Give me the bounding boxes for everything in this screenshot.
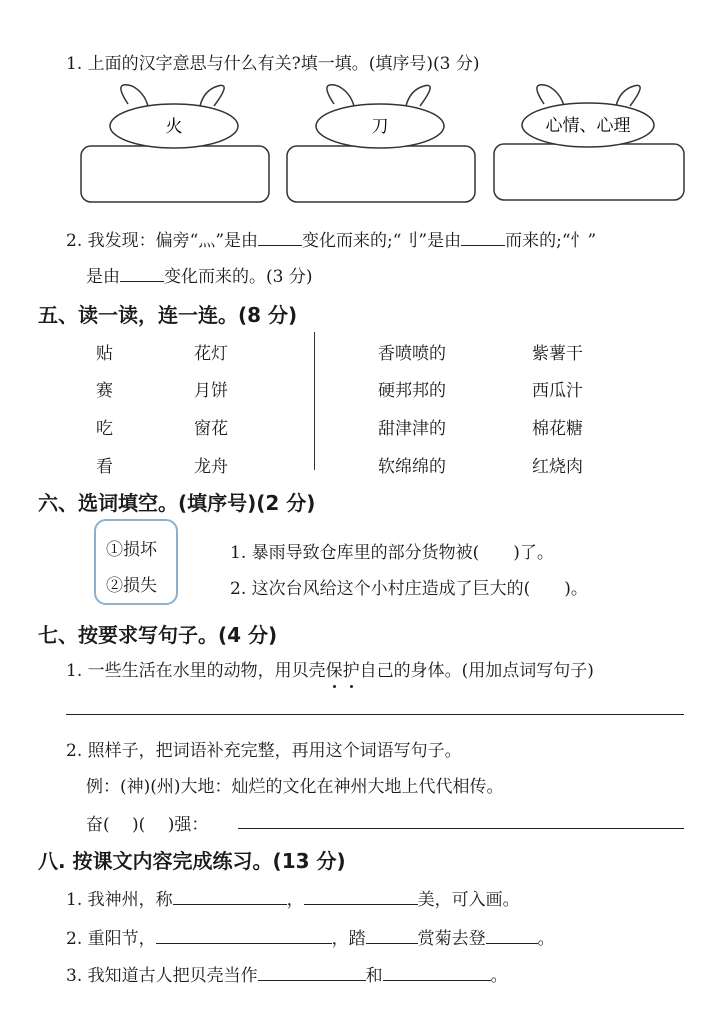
answer-line-7-2[interactable] xyxy=(238,828,684,829)
adj-4: 软绵绵的 xyxy=(378,457,446,477)
bunny-label-1: 火 xyxy=(165,117,183,137)
answer-blank[interactable] xyxy=(258,227,302,246)
question-6-2: 2. 这次台风给这个小村庄造成了巨大的( )。 xyxy=(230,579,588,599)
answer-blank[interactable] xyxy=(258,962,366,981)
bunny-label-3: 心情、心理 xyxy=(545,116,631,136)
food-3: 棉花糖 xyxy=(532,419,583,439)
verb-4: 看 xyxy=(96,457,113,477)
adj-1: 香喷喷的 xyxy=(378,344,446,364)
question-8-3: 3. 我知道古人把贝壳当作 和 。 xyxy=(66,961,508,986)
section-7-title: 七、按要求写句子。(4 分) xyxy=(38,623,278,647)
food-2: 西瓜汁 xyxy=(532,381,583,401)
question-7-1: 1. 一些生活在水里的动物，用贝壳保护自己的身体。(用加点词写句子) xyxy=(66,656,594,681)
answer-blank[interactable] xyxy=(173,886,287,905)
answer-line-7-1[interactable] xyxy=(66,714,684,715)
verb-2: 赛 xyxy=(96,381,113,401)
answer-blank[interactable] xyxy=(383,962,491,981)
answer-blank[interactable] xyxy=(486,925,538,944)
bunny-label-2: 刀 xyxy=(371,117,389,137)
answer-blank[interactable] xyxy=(304,886,418,905)
section-6-title: 六、选词填空。(填序号)(2 分) xyxy=(38,491,316,515)
noun-2: 月饼 xyxy=(194,381,228,401)
question-8-2: 2. 重阳节， ，踏 赏菊去登 。 xyxy=(66,924,555,949)
bunny-box-1 xyxy=(81,85,269,202)
answer-blank[interactable] xyxy=(461,227,505,246)
noun-4: 龙舟 xyxy=(194,457,228,477)
verb-3: 吃 xyxy=(96,419,113,439)
answer-blank[interactable] xyxy=(366,925,418,944)
bunny-box-3 xyxy=(494,85,684,200)
idiom-task: 奋( )( )强： xyxy=(86,815,209,835)
food-1: 紫薯干 xyxy=(532,344,583,364)
question-8-1: 1. 我神州，称 ， 美，可入画。 xyxy=(66,885,520,910)
answer-blank[interactable] xyxy=(156,925,332,944)
bunny-fill-boxes xyxy=(0,0,720,220)
adj-3: 甜津津的 xyxy=(378,419,446,439)
question-4-1: 1. 上面的汉字意思与什么有关?填一填。(填序号)(3 分) xyxy=(66,54,480,74)
food-4: 红烧肉 xyxy=(532,457,583,477)
noun-3: 窗花 xyxy=(194,419,228,439)
column-divider xyxy=(314,332,315,470)
option-1: ①损坏 xyxy=(106,540,157,560)
verb-1: 贴 xyxy=(96,344,113,364)
dotted-char: 保 xyxy=(326,656,343,681)
question-7-2: 2. 照样子，把词语补充完整，再用这个词语写句子。 xyxy=(66,741,462,761)
question-6-1: 1. 暴雨导致仓库里的部分货物被( )了。 xyxy=(230,543,554,563)
question-4-2-line1: 2. 我发现：偏旁“灬”是由 变化而来的;“刂”是由 而来的;“忄” xyxy=(66,226,596,251)
answer-blank[interactable] xyxy=(120,263,164,282)
noun-1: 花灯 xyxy=(194,344,228,364)
section-5-title: 五、读一读，连一连。(8 分) xyxy=(38,303,298,327)
example-sentence: 例：(神)(州)大地：灿烂的文化在神州大地上代代相传。 xyxy=(86,777,504,797)
adj-2: 硬邦邦的 xyxy=(378,381,446,401)
option-2: ②损失 xyxy=(106,576,157,596)
question-4-2-line2: 是由 变化而来的。(3 分) xyxy=(86,262,312,287)
dotted-char: 护 xyxy=(343,656,360,681)
bunny-box-2 xyxy=(287,85,475,202)
section-8-title: 八. 按课文内容完成练习。(13 分) xyxy=(38,849,346,873)
